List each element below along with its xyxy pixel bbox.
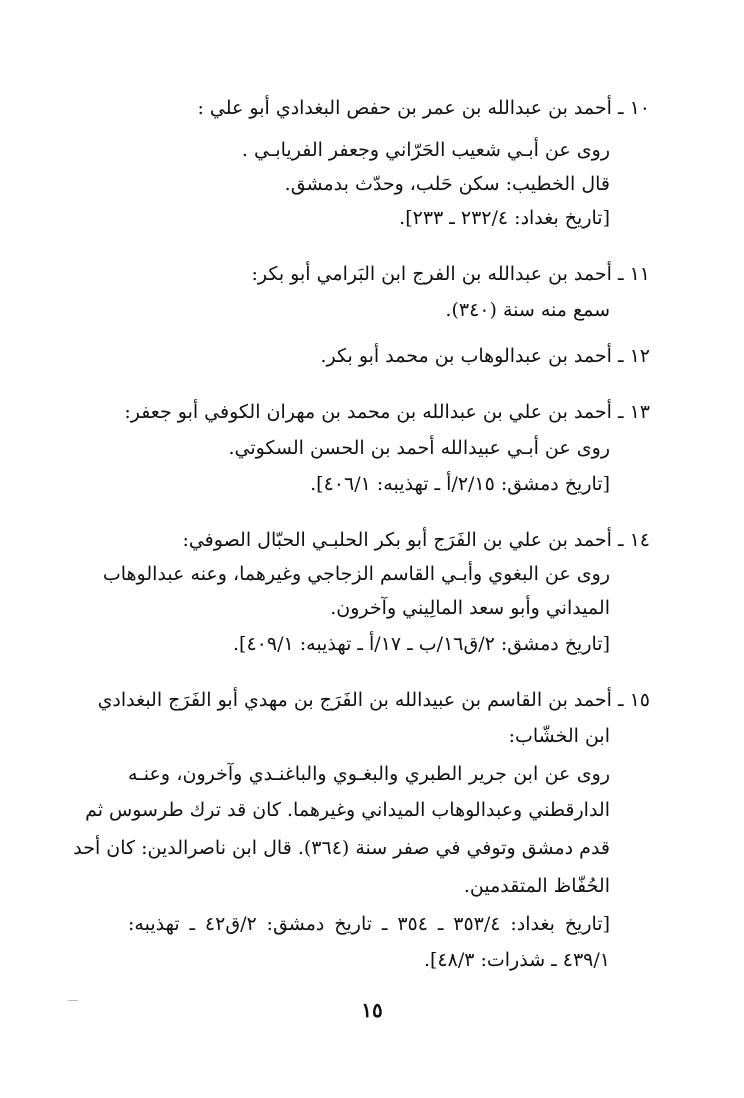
- entry-name: أحمد بن عبدالله بن عمر بن حفص البغدادي أبو علي :: [197, 97, 612, 119]
- entry-15-heading: [98, 686, 650, 714]
- page-number: ١٥: [361, 998, 383, 1022]
- entry-number: ١٢ ـ: [617, 345, 650, 367]
- entry-10-reference: [تاريخ بغداد: ٢٣٢/٤ ـ ٢٣٣].: [399, 207, 610, 229]
- entry-number: ١٠ ـ: [617, 97, 650, 119]
- entry-14-reference: [تاريخ دمشق: ٢/ق١٦/ب ـ ١٧/أ ـ تهذيبه: ٤٠٩/١].: [233, 633, 610, 655]
- entry-10-heading: [197, 94, 650, 122]
- entry-12-heading: [320, 342, 650, 370]
- entry-number: ١٤ ـ: [617, 529, 650, 551]
- entry-15-line: روى عن ابن جرير الطبري والبغـوي والباغنـدي وآخرون، وعنـه: [128, 763, 610, 785]
- entry-name: أحمد بن عبدالله بن الفرج ابن البَرامي أبو بكر:: [251, 263, 612, 285]
- entry-15-line: قدم دمشق وتوفي في صفر سنة (٣٦٤). قال ابن ناصرالدين: كان أحد: [73, 837, 610, 859]
- entry-15-reference: ٤٣٩/١ ـ شذرات: ٤٨/٣].: [423, 949, 610, 971]
- entry-name: أحمد بن علي بن الفَرَج أبو بكر الحلبـي الحبّال الصوفي:: [182, 529, 612, 551]
- entry-name: أحمد بن عبدالوهاب بن محمد أبو بكر.: [320, 345, 612, 367]
- entry-15-line: ابن الخشّاب:: [508, 725, 610, 747]
- entry-11-heading: [251, 260, 650, 288]
- entry-15-reference: [تاريخ بغداد: ٣٥٣/٤ ـ ٣٥٤ ـ تاريخ دمشق: ٢/ق٤٢ ـ تهذيبه:: [128, 913, 610, 935]
- entry-15-line: الحُفّاظ المتقدمين.: [463, 875, 610, 897]
- entry-11-line: سمع منه سنة (٣٤٠).: [445, 299, 610, 321]
- entry-14-line: الميداني وأبو سعد المالِيني وآخرون.: [330, 597, 610, 619]
- page-edge-mark: [68, 1000, 78, 1001]
- entry-13-reference: [تاريخ دمشق: ٢/١٥/أ ـ تهذيبه: ٤٠٦/١].: [310, 473, 610, 495]
- entry-number: ١٥ ـ: [617, 689, 650, 711]
- entry-14-line: روى عن البغوي وأبـي القاسم الزجاجي وغيرهما، وعنه عبدالوهاب: [102, 563, 610, 585]
- entry-10-line: قال الخطيب: سكن حَلب، وحدّث بدمشق.: [284, 173, 610, 195]
- entry-14-heading: [182, 526, 650, 554]
- entry-15-line: الدارقطني وعبدالوهاب الميداني وغيرهما. كان قد ترك طرسوس ثم: [85, 799, 610, 821]
- entry-number: ١٣ ـ: [617, 401, 650, 423]
- entry-13-line: روى عن أبـي عبيدالله أحمد بن الحسن السكوتي.: [228, 437, 610, 459]
- entry-number: ١١ ـ: [617, 263, 650, 285]
- entry-name: أحمد بن علي بن عبدالله بن محمد بن مهران الكوفي أبو جعفر:: [124, 401, 612, 423]
- entry-name: أحمد بن القاسم بن عبيدالله بن الفَرَج بن مهدي أبو الفَرَج البغدادي: [97, 689, 612, 711]
- entry-10-line: روى عن أبـي شعيب الحَرّاني وجعفر الفريابـي .: [241, 139, 610, 161]
- entry-13-heading: [124, 398, 650, 426]
